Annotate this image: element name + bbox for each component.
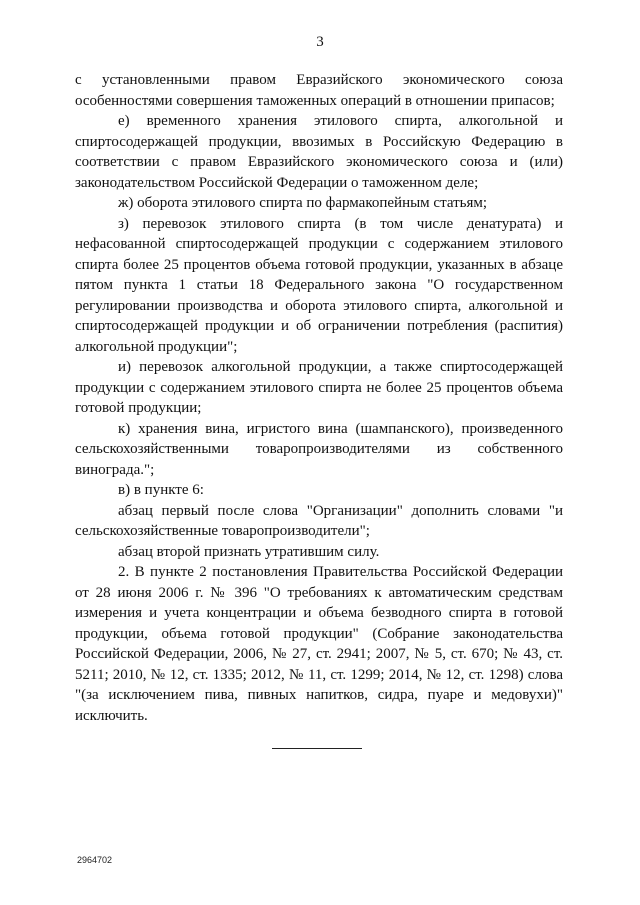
- paragraph-second-abzac: абзац второй признать утратившим силу.: [118, 543, 380, 560]
- document-id: 2964702: [77, 855, 113, 865]
- paragraph-item-e: е) временного хранения этилового спирта, алкогольной и спиртосодержащей продукции, ввозимых в Российскую Федерацию в соответствии с правом Евразийского экономического союза и (или) законодательством Российской Федерации о таможенном деле;: [75, 113, 563, 191]
- paragraph-customs-supplies: с установленными правом Евразийского экономического союза особенностями совершения таможенных операций в отношении припасов;: [75, 72, 563, 109]
- paragraph-item-i: и) перевозок алкогольной продукции, а также спиртосодержащей продукции с содержанием этилового спирта не более 25 процентов объема готовой продукции;: [75, 359, 563, 416]
- document-body: [75, 70, 563, 726]
- paragraph-point-2: 2. В пункте 2 постановления Правительства Российской Федерации от 28 июня 2006 г. № 396 "О требованиях к автоматическим средствам измерения и учета концентрации и объема безводного спирта в готовой продукции, объема готовой продукции" (Собрание законодательства Российской Федерации, 2006, № 27, ст. 2941; 2007, № 5, ст. 670; № 43, ст. 5211; 2010, № 12, ст. 1335; 2012, № 11, ст. 1299; 2014, № 12, ст. 1298) слова "(за исключением пива, пивных напитков, сидра, пуаре и медовухи)" исключить.: [75, 564, 563, 724]
- paragraph-first-abzac: абзац первый после слова "Организации" дополнить словами "и сельскохозяйственные товаропроизводители";: [75, 502, 563, 539]
- paragraph-item-k: к) хранения вина, игристого вина (шампанского), произведенного сельскохозяйственными товаропроизводителями из собственного винограда.";: [75, 420, 563, 478]
- paragraph-item-v: в) в пункте 6:: [118, 482, 204, 498]
- end-separator-line: [272, 748, 362, 749]
- paragraph-item-z: з) перевозок этилового спирта (в том числе денатурата) и нефасованной спиртосодержащей продукции с содержанием этилового спирта более 25 процентов объема готовой продукции, указанных в абзаце пятом пункта 1 статьи 18 Федерального закона "О государственном регулировании производства и оборота этилового спирта, алкогольной и спиртосодержащей продукции и об ограничении потребления (распития) алкогольной продукции";: [75, 215, 563, 355]
- page-number: 3: [316, 34, 324, 50]
- paragraph-item-zh: ж) оборота этилового спирта по фармакопейным статьям;: [118, 195, 488, 211]
